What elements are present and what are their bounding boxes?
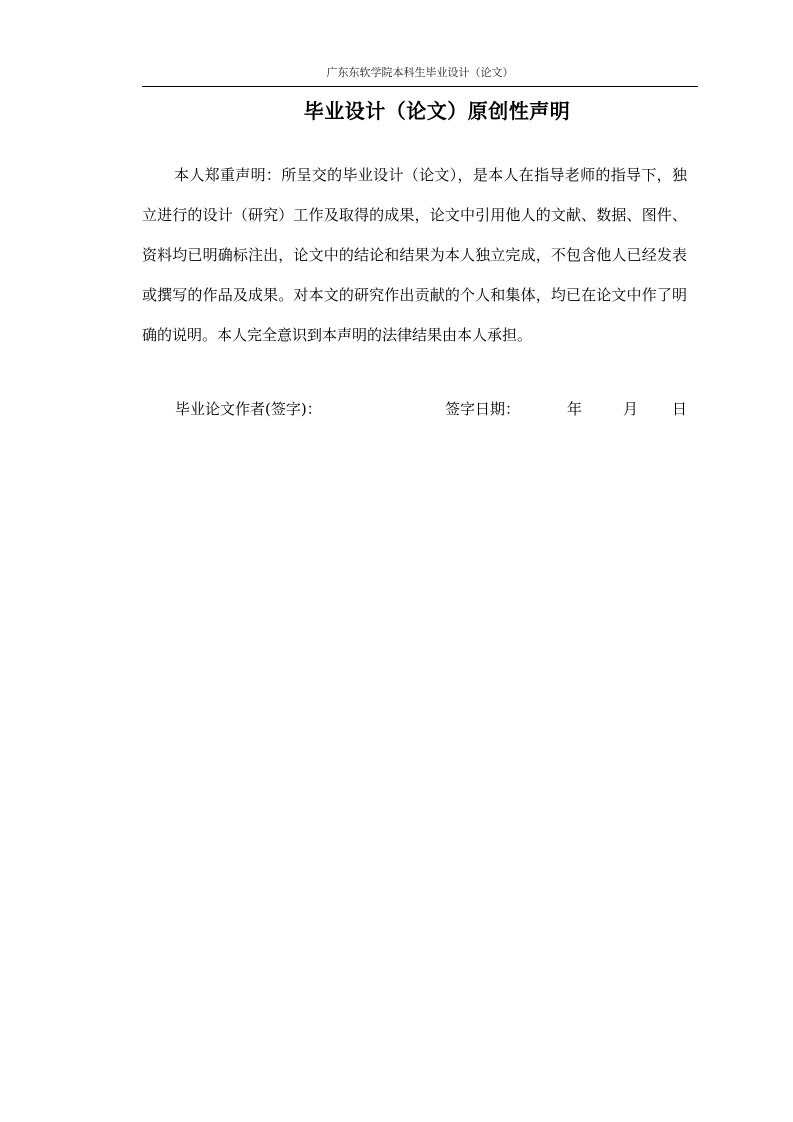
day-label: 日 [672,400,688,418]
signature-date-label: 签字日期： [445,400,521,418]
document-title: 毕业设计（论文）原创性声明 [303,99,571,123]
month-label: 月 [623,400,639,418]
author-signature-label: 毕业论文作者(签字)： [175,400,322,418]
declaration-paragraph: 本人郑重声明：所呈交的毕业设计（论文），是本人在指导老师的指导下，独立进行的设计（研究）工作及取得的成果，论文中引用他人的文献、数据、图件、资料均已明确标注出，论文中的结论和结果为本人独立完成，不包含他人已经发表或撰写的作品及成果。对本文的研究作出贡献的个人和集体，均已在论文中作了明确的说明。本人完全意识到本声明的法律结果由本人承担。 [142,166,687,344]
page-header: 广东东软学院本科生毕业设计（论文） [142,66,698,87]
year-label: 年 [567,400,583,418]
